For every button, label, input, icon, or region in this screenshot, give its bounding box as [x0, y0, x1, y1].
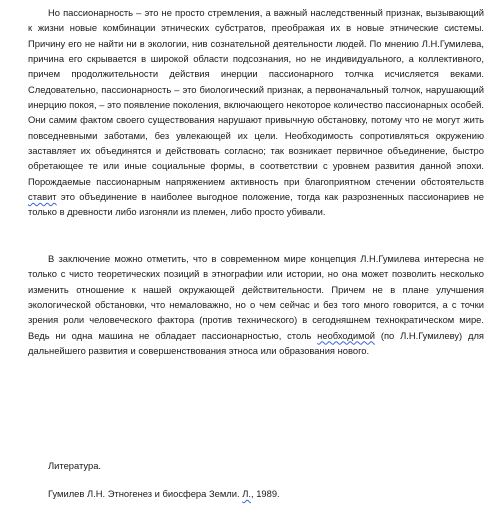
paragraph-text: это объединение в наиболее выгодное положение, тогда как разрозненных пассионариев не только в древности либо изгоняли из племен, либо просто убивали.: [28, 191, 484, 218]
literature-entry-text: Гумилев Л.Н. Этногенез и биосфера Земли.: [48, 488, 243, 499]
literature-entry-text: , 1989.: [250, 488, 280, 499]
literature-entry: [48, 488, 280, 499]
paragraph-passionarity: [28, 5, 484, 220]
spellcheck-flagged-word[interactable]: необходимой: [317, 329, 376, 341]
literature-heading: Литература.: [48, 460, 102, 471]
spellcheck-flagged-word[interactable]: ставит: [28, 191, 57, 203]
spellcheck-flagged-word[interactable]: Л.: [242, 488, 251, 499]
paragraph-text: В заключение можно отметить, что в современном мире концепция Л.Н.Гумилева интересна не только с чисто теоретических позиций в этнографии или истории, но она может позволить несколько изменить отношение к нашей окружающей действительности. Причем не в плане улучшения экологической обстановки, что немаловажно, но о чем сейчас и без того много говорится, а с точки зрения роли человеческого фактора (против технического) в сегодняшнем технократическом мире. Ведь ни одна машина не обладает пассионарностью, столь: [28, 253, 484, 341]
paragraph-text: (по Л.Н.Гумилеву) для дальнейшего развития и совершенствования этноса или образования нового.: [28, 329, 485, 357]
paragraph-conclusion: [28, 251, 484, 358]
paragraph-text: Но пассионарность – это не просто стремления, а важный наследственный признак, вызывающий к жизни новые комбинации этнических субстратов, преображая их в новые этнические системы. Причину его не найти ни в экологии, нив сознательной деятельности людей. По мнению Л.Н.Гумилева, причина его скрывается в широкой области подсознания, но не индивидуального, а коллективного, причем продолжительности действия инерции пассионарного толчка исчисляется веками. Следовательно, пассионарность – это биологический признак, а первоначальный толчок, нарушающий инерцию покоя, – это появление поколения, включающего некоторое количество пассионарных особей. Они самим фактом своего существования нарушают привычную обстановку, потому что не могут жить повседневными заботами, без увлекающей их цели. Необходимость сопротивляться окружению заставляет их объединятся и действовать согласно; так возникает первичное объединение, быстро обретающее те или иные социальные формы, в соответствии с уровнем развития данной эпохи. Порождаемые пассионарным напряжением активность при благоприятном стечении обстоятельств: [28, 7, 484, 187]
